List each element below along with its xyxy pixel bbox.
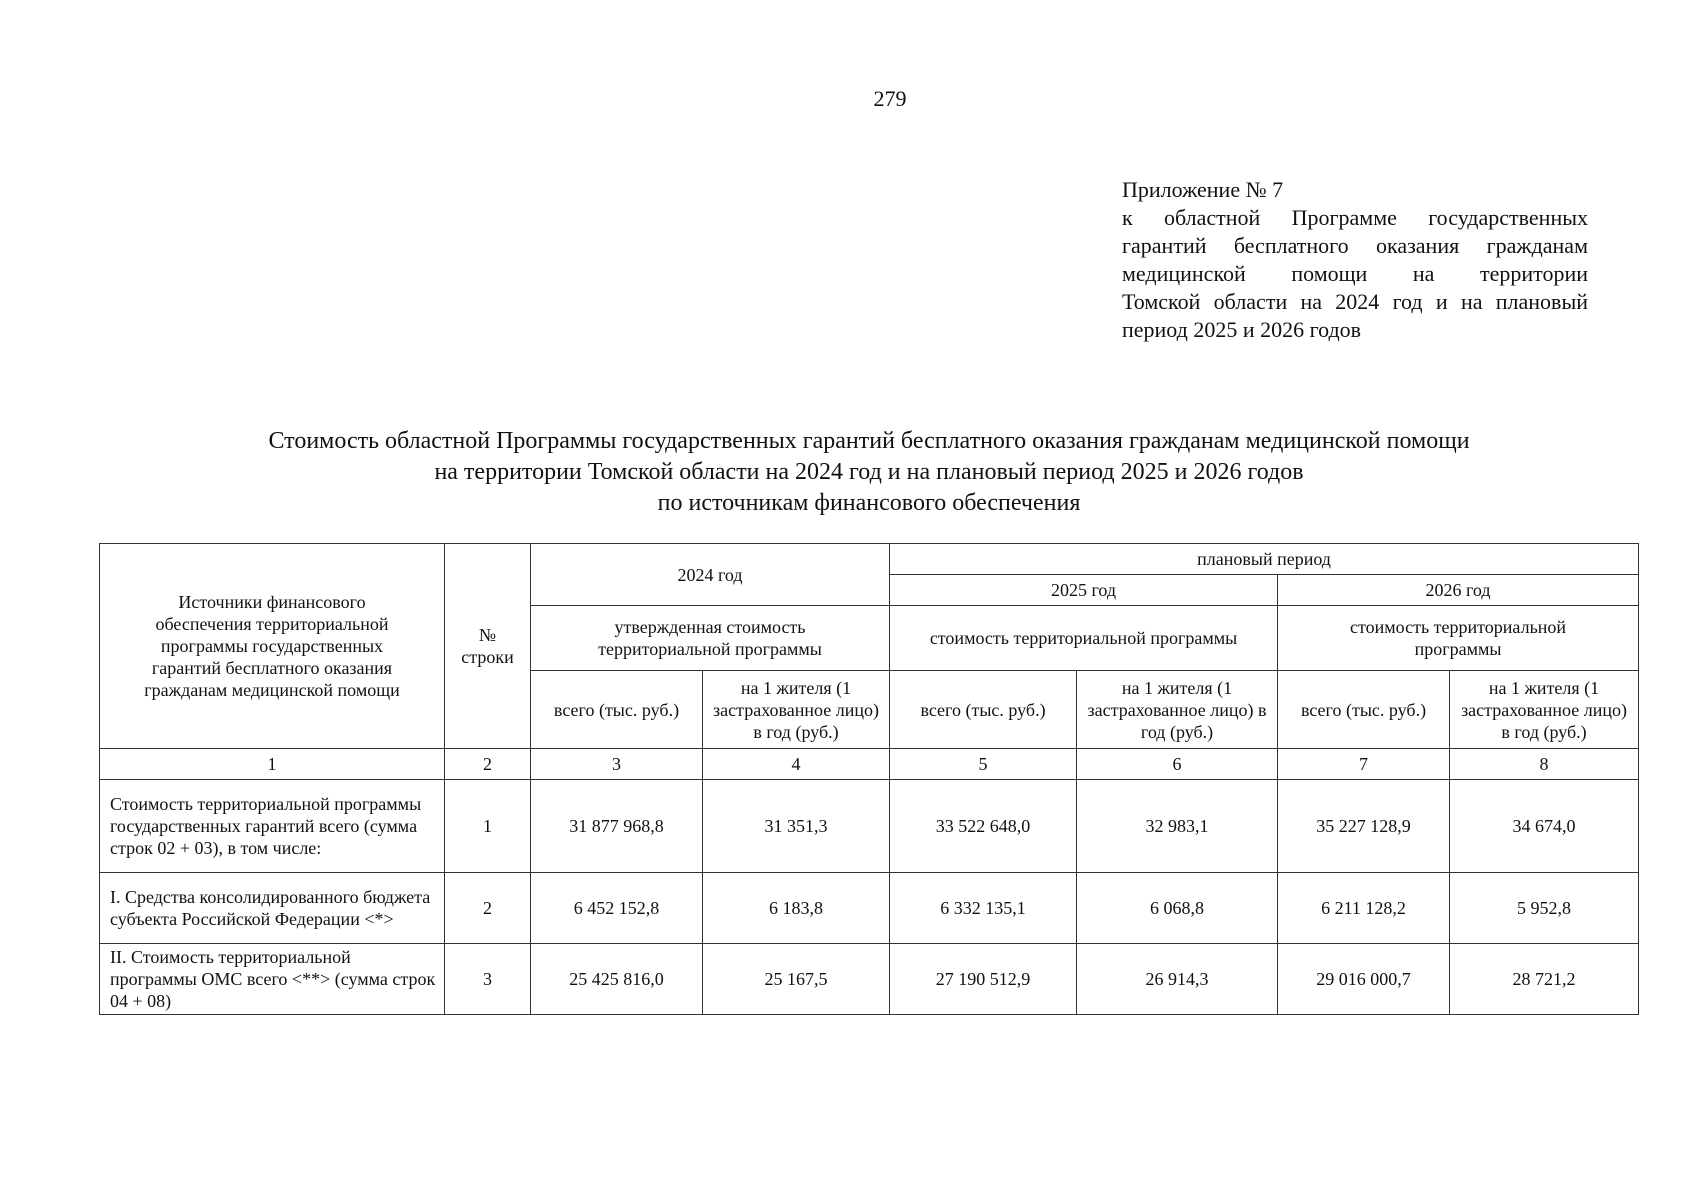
cell-total-2025: 33 522 648,0 — [890, 780, 1077, 873]
cell-total-2026: 35 227 128,9 — [1278, 780, 1450, 873]
cell-per-resident-2025: 32 983,1 — [1077, 780, 1278, 873]
header-row — [100, 544, 1639, 575]
row-number: 1 — [445, 780, 531, 873]
header-per-resident-2026: на 1 жителя (1 застрахованное лицо) в год (руб.) — [1450, 671, 1639, 749]
row-number: 3 — [445, 944, 531, 1015]
table-row — [100, 873, 1639, 944]
header-sources: Источники финансового обеспечения территориальной программы государственных гарантий бесплатного оказания гражданам медицинской помощи — [100, 544, 445, 749]
appendix-line: Приложение № 7 — [1122, 177, 1284, 202]
column-number: 1 — [100, 749, 445, 780]
cell-total-2024: 31 877 968,8 — [531, 780, 703, 873]
row-source: II. Стоимость территориальной программы ОМС всего <**> (сумма строк 04 + 08) — [100, 944, 445, 1015]
header-year-2026: 2026 год — [1278, 575, 1639, 606]
header-approved-cost: утвержденная стоимость территориальной программы — [531, 606, 890, 671]
header-per-resident-2024: на 1 жителя (1 застрахованное лицо) в год (руб.) — [703, 671, 890, 749]
appendix-line: гарантий бесплатного оказания гражданам — [1122, 233, 1588, 258]
column-number: 3 — [531, 749, 703, 780]
header-planned-period: плановый период — [890, 544, 1639, 575]
column-number: 6 — [1077, 749, 1278, 780]
cell-total-2024: 6 452 152,8 — [531, 873, 703, 944]
appendix-note — [1122, 176, 1588, 344]
header-total-2024: всего (тыс. руб.) — [531, 671, 703, 749]
document-title — [100, 426, 1638, 519]
cell-total-2024: 25 425 816,0 — [531, 944, 703, 1015]
column-number: 2 — [445, 749, 531, 780]
cell-per-resident-2025: 26 914,3 — [1077, 944, 1278, 1015]
appendix-line: к областной Программе государственных — [1122, 205, 1588, 230]
column-number: 4 — [703, 749, 890, 780]
appendix-line: медицинской помощи на территории — [1122, 261, 1588, 286]
row-source: I. Средства консолидированного бюджета субъекта Российской Федерации <*> — [100, 873, 445, 944]
header-total-2026: всего (тыс. руб.) — [1278, 671, 1450, 749]
table-row — [100, 944, 1639, 1015]
title-line: Стоимость областной Программы государственных гарантий бесплатного оказания гражданам медицинской помощи — [268, 428, 1470, 454]
cell-per-resident-2024: 31 351,3 — [703, 780, 890, 873]
cell-per-resident-2024: 6 183,8 — [703, 873, 890, 944]
column-numbers-row — [100, 749, 1639, 780]
column-number: 5 — [890, 749, 1077, 780]
header-year-2024: 2024 год — [531, 544, 890, 606]
cell-per-resident-2026: 34 674,0 — [1450, 780, 1639, 873]
header-year-2025: 2025 год — [890, 575, 1278, 606]
cell-per-resident-2026: 5 952,8 — [1450, 873, 1639, 944]
cell-per-resident-2024: 25 167,5 — [703, 944, 890, 1015]
cell-total-2026: 29 016 000,7 — [1278, 944, 1450, 1015]
row-source: Стоимость территориальной программы государственных гарантий всего (сумма строк 02 + 03), в том числе: — [100, 780, 445, 873]
header-per-resident-2025: на 1 жителя (1 застрахованное лицо) в год (руб.) — [1077, 671, 1278, 749]
cell-per-resident-2026: 28 721,2 — [1450, 944, 1639, 1015]
cell-total-2025: 6 332 135,1 — [890, 873, 1077, 944]
column-number: 7 — [1278, 749, 1450, 780]
header-row-number: № строки — [445, 544, 531, 749]
title-line: на территории Томской области на 2024 год и на плановый период 2025 и 2026 годов — [434, 459, 1304, 485]
title-line: по источникам финансового обеспечения — [657, 490, 1081, 516]
appendix-line: период 2025 и 2026 годов — [1122, 317, 1362, 342]
column-number: 8 — [1450, 749, 1639, 780]
cell-total-2026: 6 211 128,2 — [1278, 873, 1450, 944]
header-total-2025: всего (тыс. руб.) — [890, 671, 1077, 749]
table-row — [100, 780, 1639, 873]
page-number: 279 — [873, 86, 907, 111]
cell-total-2025: 27 190 512,9 — [890, 944, 1077, 1015]
cell-per-resident-2025: 6 068,8 — [1077, 873, 1278, 944]
appendix-line: Томской области на 2024 год и на плановый — [1122, 289, 1588, 314]
financing-table — [99, 543, 1639, 1015]
row-number: 2 — [445, 873, 531, 944]
header-cost-2025: стоимость территориальной программы — [890, 606, 1278, 671]
header-cost-2026: стоимость территориальной программы — [1278, 606, 1639, 671]
